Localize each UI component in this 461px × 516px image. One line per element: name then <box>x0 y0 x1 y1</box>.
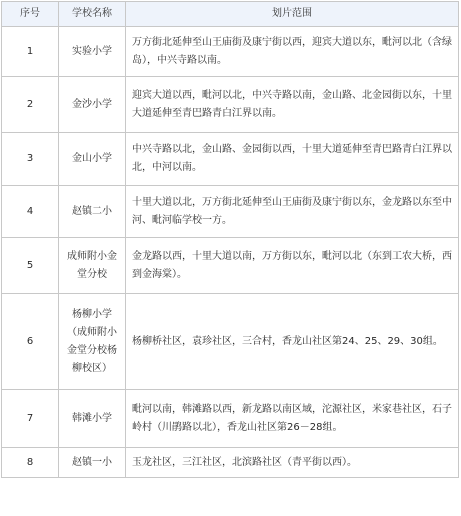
school-name: 成师附小金堂分校 <box>59 238 126 294</box>
school-name: 赵镇二小 <box>59 186 126 238</box>
table-row <box>2 77 459 133</box>
district-range: 万方街北延伸至山王庙街及康宁街以西，迎宾大道以东，毗河以北（含绿岛），中兴寺路以南。 <box>126 27 459 77</box>
district-range: 杨柳桥社区，袁珍社区，三合村，香龙山社区第24、25、29、30组。 <box>126 294 459 390</box>
row-number: 8 <box>2 448 59 478</box>
school-name: 金山小学 <box>59 133 126 186</box>
district-range: 迎宾大道以西，毗河以北，中兴寺路以南，金山路、北金园街以东，十里大道延伸至青巴路青白江界以南。 <box>126 77 459 133</box>
district-range: 中兴寺路以北，金山路、金园街以西，十里大道延伸至青巴路青白江界以北，中河以南。 <box>126 133 459 186</box>
row-number: 3 <box>2 133 59 186</box>
table-row <box>2 294 459 390</box>
school-name: 杨柳小学（成师附小金堂分校杨柳校区） <box>59 294 126 390</box>
table-row <box>2 27 459 77</box>
school-name: 实验小学 <box>59 27 126 77</box>
header-district-range: 划片范围 <box>126 2 459 27</box>
district-range: 十里大道以北，万方街北延伸至山王庙街及康宁街以东，金龙路以东至中河、毗河临学校一方。 <box>126 186 459 238</box>
district-range: 金龙路以西，十里大道以南，万方街以东，毗河以北（东到工农大桥，西到金海棠）。 <box>126 238 459 294</box>
table-header-row <box>2 2 459 27</box>
district-range: 玉龙社区，三江社区，北滨路社区（青平街以西）。 <box>126 448 459 478</box>
row-number: 2 <box>2 77 59 133</box>
school-district-table <box>1 1 459 478</box>
school-name: 赵镇一小 <box>59 448 126 478</box>
row-number: 1 <box>2 27 59 77</box>
district-range: 毗河以南，韩滩路以西，新龙路以南区域，沱源社区，米家巷社区，石子岭村（川鹃路以北），香龙山社区第26－28组。 <box>126 390 459 448</box>
table-row <box>2 390 459 448</box>
table-row <box>2 448 459 478</box>
row-number: 6 <box>2 294 59 390</box>
school-name: 金沙小学 <box>59 77 126 133</box>
row-number: 7 <box>2 390 59 448</box>
header-number: 序号 <box>2 2 59 27</box>
school-name: 韩滩小学 <box>59 390 126 448</box>
row-number: 5 <box>2 238 59 294</box>
table-row <box>2 238 459 294</box>
row-number: 4 <box>2 186 59 238</box>
header-school-name: 学校名称 <box>59 2 126 27</box>
table-row <box>2 186 459 238</box>
table-row <box>2 133 459 186</box>
